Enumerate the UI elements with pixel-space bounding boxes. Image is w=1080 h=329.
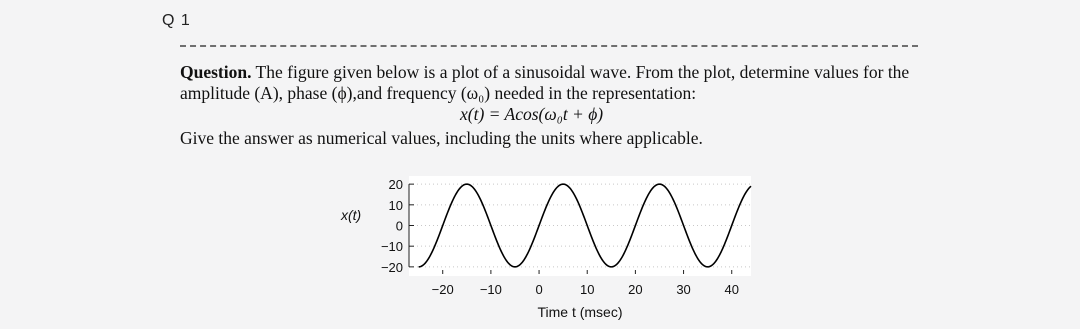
x-tick-label: 0	[535, 282, 543, 297]
divider	[180, 45, 918, 47]
x-tick-label: −20	[431, 282, 454, 297]
question-text	[180, 62, 920, 104]
x-axis-label: Time t (msec)	[537, 304, 623, 320]
y-tick-label: −10	[380, 239, 403, 255]
x-tick-label: 10	[579, 282, 595, 297]
sinusoid-plot	[330, 160, 770, 325]
question-body: The figure given below is a plot of a sinusoidal wave. From the plot, determine values for the amplitude (A), phase (ϕ),and frequency (ω₀) needed in the representation:	[180, 62, 910, 103]
question-label: Question.	[180, 62, 252, 82]
question-number: Q 1	[162, 12, 191, 29]
x-tick-label: 20	[628, 282, 643, 297]
x-tick-label: 40	[724, 282, 739, 297]
y-tick-label: 0	[395, 218, 403, 234]
y-tick-label: −20	[380, 259, 403, 275]
x-tick-label: 30	[676, 282, 691, 297]
formula: x(t) = Acos(ω₀t + ϕ)	[460, 104, 604, 124]
answer-instructions: Give the answer as numerical values, including the units where applicable.	[180, 128, 703, 148]
y-tick-label: 20	[388, 177, 403, 193]
x-tick-label: −10	[479, 282, 502, 297]
y-axis-label: x(t)	[341, 207, 362, 223]
y-tick-label: 10	[388, 197, 403, 213]
